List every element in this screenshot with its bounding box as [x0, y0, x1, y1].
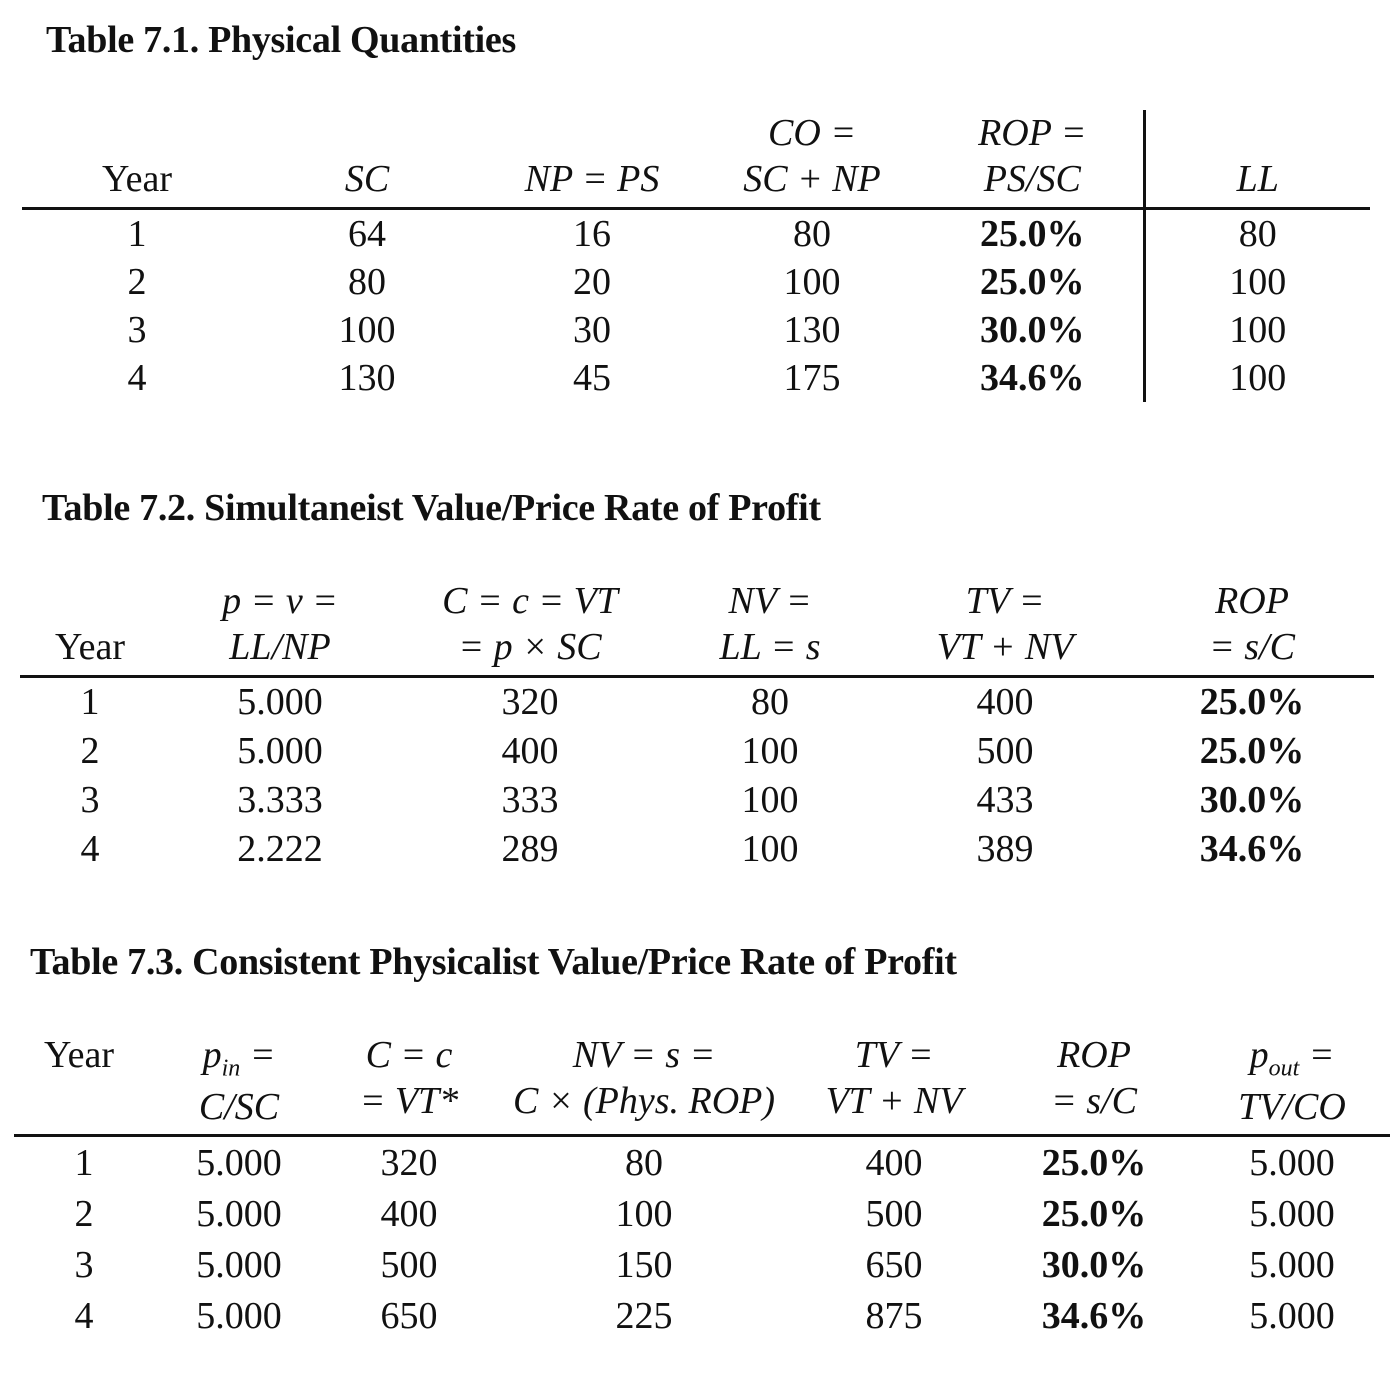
cell-rop: 25.0%	[1041, 1141, 1147, 1184]
cell-tv: 500	[865, 1192, 923, 1235]
cell-co: 80	[793, 212, 831, 255]
table-row	[22, 354, 1370, 402]
cell-sc: 80	[348, 260, 386, 303]
header-tv-line1: TV =	[965, 580, 1045, 622]
header-c	[324, 1032, 494, 1136]
header-nv-line1: NV = s =	[572, 1034, 716, 1076]
cell-pin: 5.000	[196, 1243, 282, 1286]
table-7-2-title: Table 7.2. Simultaneist Value/Price Rate of Profit	[42, 487, 821, 529]
cell-tv: 650	[865, 1243, 923, 1286]
header-pin-base: p	[202, 1034, 222, 1076]
cell-tv: 433	[976, 779, 1034, 822]
cell-nv: 100	[741, 828, 799, 871]
cell-ll: 100	[1229, 356, 1287, 399]
header-np: NP = PS	[482, 110, 702, 208]
header-c-line1: C = c	[365, 1034, 453, 1076]
cell-nv: 100	[741, 730, 799, 773]
cell-sc: 100	[338, 308, 396, 351]
table-row	[20, 776, 1374, 825]
table-7-1	[22, 110, 1370, 402]
header-tv	[794, 1032, 994, 1136]
cell-nv: 100	[615, 1192, 673, 1235]
cell-year: 4	[127, 356, 147, 399]
cell-rop: 25.0%	[1199, 681, 1305, 724]
header-nv-line2: LL = s	[719, 626, 821, 669]
table-row	[22, 258, 1370, 306]
cell-c: 400	[380, 1192, 438, 1235]
cell-nv: 100	[741, 779, 799, 822]
cell-pin: 5.000	[196, 1192, 282, 1235]
header-c	[400, 578, 660, 676]
table-row	[14, 1290, 1390, 1341]
cell-pout: 5.000	[1249, 1141, 1335, 1184]
cell-co: 100	[783, 260, 841, 303]
cell-pin: 5.000	[196, 1141, 282, 1184]
table-row	[14, 1136, 1390, 1189]
cell-rop: 25.0%	[1041, 1192, 1147, 1235]
header-pin-line2: C/SC	[198, 1085, 280, 1128]
header-co-line2: SC + NP	[743, 158, 881, 201]
table-row	[20, 676, 1374, 727]
header-rop	[922, 110, 1144, 208]
header-co-line1: CO =	[768, 112, 856, 154]
cell-c: 500	[380, 1243, 438, 1286]
cell-c: 320	[380, 1141, 438, 1184]
header-pout-base: p	[1249, 1034, 1269, 1076]
cell-rop: 34.6%	[922, 354, 1144, 402]
header-pin-sub: in	[221, 1055, 241, 1082]
cell-year: 2	[80, 730, 100, 773]
cell-p: 5.000	[237, 681, 323, 724]
table-row	[22, 306, 1370, 354]
cell-nv: 80	[625, 1141, 663, 1184]
header-p-line2: LL/NP	[229, 626, 331, 669]
cell-pin: 5.000	[196, 1294, 282, 1337]
header-nv	[494, 1032, 794, 1136]
table-7-3-title: Table 7.3. Consistent Physicalist Value/Price Rate of Profit	[30, 941, 957, 983]
table-row	[14, 1239, 1390, 1290]
header-p	[160, 578, 400, 676]
header-year: Year	[20, 578, 160, 676]
cell-year: 2	[127, 260, 147, 303]
header-rop	[1130, 578, 1374, 676]
header-p-line1: p = v =	[222, 580, 338, 622]
cell-rop: 34.6%	[1199, 828, 1305, 871]
header-pout-line1	[1198, 1032, 1386, 1084]
cell-ll: 80	[1238, 212, 1277, 255]
cell-ll: 100	[1229, 260, 1287, 303]
header-nv-line2: C × (Phys. ROP)	[512, 1080, 776, 1123]
cell-tv: 875	[865, 1294, 923, 1337]
cell-year: 1	[74, 1141, 94, 1184]
cell-pout: 5.000	[1249, 1243, 1335, 1286]
cell-year: 4	[74, 1294, 94, 1337]
cell-co: 130	[783, 308, 841, 351]
cell-sc: 130	[338, 356, 396, 399]
cell-p: 2.222	[237, 828, 323, 871]
cell-c: 400	[501, 730, 559, 773]
cell-np: 16	[573, 212, 611, 255]
header-tv-line2: VT + NV	[825, 1080, 963, 1123]
header-rop	[994, 1032, 1194, 1136]
cell-c: 289	[501, 828, 559, 871]
table-7-3	[14, 1032, 1390, 1341]
cell-year: 3	[80, 779, 100, 822]
cell-tv: 400	[865, 1141, 923, 1184]
header-sc: SC	[252, 110, 482, 208]
header-tv	[880, 578, 1130, 676]
cell-rop: 25.0%	[1199, 730, 1305, 773]
cell-rop: 30.0%	[922, 306, 1144, 354]
cell-year: 3	[74, 1243, 94, 1286]
header-rop-line1: ROP	[1057, 1034, 1131, 1076]
header-pin-line1	[158, 1032, 320, 1084]
table-7-1-title: Table 7.1. Physical Quantities	[46, 19, 516, 61]
table-row	[14, 1188, 1390, 1239]
header-rop-line1: ROP =	[978, 112, 1087, 154]
header-tv-line2: VT + NV	[936, 626, 1074, 669]
cell-p: 3.333	[237, 779, 323, 822]
cell-pout: 5.000	[1249, 1294, 1335, 1337]
cell-co: 175	[783, 356, 841, 399]
cell-np: 30	[573, 308, 611, 351]
header-rop-line2: = s/C	[1209, 626, 1295, 669]
cell-rop: 30.0%	[1199, 779, 1305, 822]
cell-rop: 34.6%	[1041, 1294, 1147, 1337]
table-row	[20, 825, 1374, 874]
cell-year: 4	[80, 828, 100, 871]
cell-tv: 389	[976, 828, 1034, 871]
cell-p: 5.000	[237, 730, 323, 773]
table-row	[22, 208, 1370, 258]
header-c-line1: C = c = VT	[442, 580, 618, 622]
cell-nv: 225	[615, 1294, 673, 1337]
table-7-2	[20, 578, 1374, 874]
table-row	[20, 727, 1374, 776]
cell-year: 1	[80, 681, 100, 724]
header-year: Year	[22, 110, 252, 208]
cell-np: 20	[573, 260, 611, 303]
header-rop-line2: PS/SC	[983, 158, 1081, 201]
cell-tv: 400	[976, 681, 1034, 724]
cell-rop: 25.0%	[922, 258, 1144, 306]
cell-nv: 80	[751, 681, 789, 724]
cell-nv: 150	[615, 1243, 673, 1286]
header-rop-line2: = s/C	[1051, 1080, 1137, 1123]
cell-c: 333	[501, 779, 559, 822]
header-pout	[1194, 1032, 1390, 1136]
cell-c: 650	[380, 1294, 438, 1337]
cell-sc: 64	[348, 212, 386, 255]
cell-year: 1	[127, 212, 147, 255]
cell-tv: 500	[976, 730, 1034, 773]
header-co	[702, 110, 922, 208]
cell-c: 320	[501, 681, 559, 724]
header-pout-sub: out	[1268, 1055, 1300, 1082]
header-pout-line2: TV/CO	[1238, 1085, 1346, 1128]
header-pin	[154, 1032, 324, 1136]
header-rop-line1: ROP	[1215, 580, 1289, 622]
cell-year: 3	[127, 308, 147, 351]
cell-ll: 100	[1229, 308, 1287, 351]
header-c-line2: = VT*	[359, 1080, 459, 1123]
header-ll: LL	[1144, 110, 1370, 208]
header-pin-eq: =	[240, 1034, 276, 1076]
header-nv-line1: NV =	[728, 580, 812, 622]
header-nv	[660, 578, 880, 676]
cell-rop: 25.0%	[922, 208, 1144, 258]
header-year: Year	[14, 1032, 154, 1136]
cell-rop: 30.0%	[1041, 1243, 1147, 1286]
cell-year: 2	[74, 1192, 94, 1235]
header-pout-eq: =	[1299, 1034, 1335, 1076]
cell-np: 45	[573, 356, 611, 399]
header-tv-line1: TV =	[854, 1034, 934, 1076]
header-c-line2: = p × SC	[458, 626, 602, 669]
cell-pout: 5.000	[1249, 1192, 1335, 1235]
